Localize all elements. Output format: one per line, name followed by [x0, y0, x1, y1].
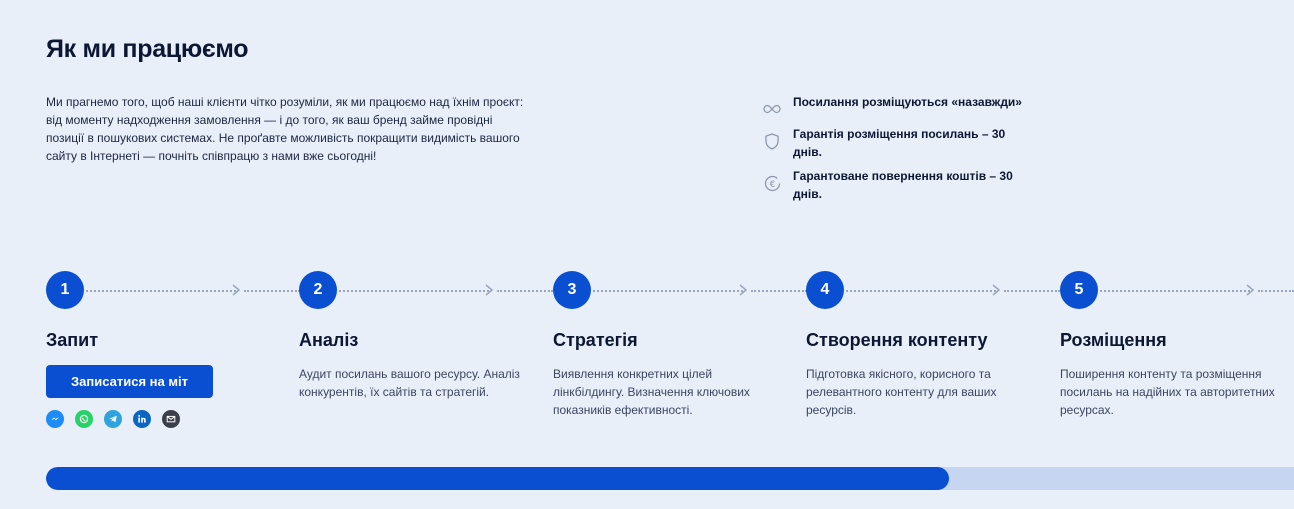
infinity-icon: [762, 99, 782, 119]
feature-item: [762, 93, 1022, 119]
whatsapp-icon[interactable]: [75, 410, 93, 428]
step-title: Розміщення: [1060, 330, 1167, 350]
dotted-connector: [593, 290, 743, 292]
step-description: Виявлення конкретних цілей лінкбілдингу. Визначення ключових показників ефективності.: [553, 367, 750, 417]
step-description: Поширення контенту та розміщення посилань на надійних та авторитетних ресурсах.: [1060, 367, 1275, 417]
dotted-connector: [86, 290, 236, 292]
dotted-connector: [339, 290, 489, 292]
social-links: [46, 410, 191, 428]
chevron-right-icon: [1244, 283, 1256, 297]
step-number: 5: [1060, 271, 1098, 309]
step-number: 4: [806, 271, 844, 309]
step-description: Аудит посилань вашого ресурсу. Аналіз конкурентів, їх сайтів та стратегій.: [299, 367, 520, 399]
step-description: Підготовка якісного, корисного та релевантного контенту для ваших ресурсів.: [806, 367, 997, 417]
dotted-connector: [1004, 290, 1060, 292]
feature-text: Гарантія розміщення посилань – 30 днів.: [793, 127, 1006, 159]
messenger-icon[interactable]: [46, 410, 64, 428]
step-title: Стратегія: [553, 330, 638, 350]
section-title: Як ми працюємо: [46, 35, 249, 63]
dotted-connector: [1100, 290, 1250, 292]
step-title: Запит: [46, 330, 99, 350]
chevron-right-icon: [483, 283, 495, 297]
progress-track[interactable]: [46, 467, 1294, 490]
feature-list: [762, 93, 1022, 209]
dotted-connector: [846, 290, 996, 292]
intro-text: Ми прагнемо того, щоб наші клієнти чітко розуміли, як ми працюємо над їхнім проєкт: від моменту надходження замовлення — і до того, як ваш бренд займе провідні позиції в пошукових системах. Не проґавте можливість покращити видимість вашого сайту в Інтернеті — почніть співпрацю з нами вже сьогодні!: [46, 95, 524, 163]
chevron-right-icon: [230, 283, 242, 297]
email-icon[interactable]: [162, 410, 180, 428]
shield-icon: [762, 131, 782, 151]
step-title: Аналіз: [299, 330, 359, 350]
chevron-right-icon: [990, 283, 1002, 297]
euro-refund-icon: [762, 173, 782, 193]
step-number: 3: [553, 271, 591, 309]
feature-text: Гарантоване повернення коштів – 30 днів.: [793, 169, 1013, 201]
telegram-icon[interactable]: [104, 410, 122, 428]
dotted-connector: [244, 290, 300, 292]
chevron-right-icon: [737, 283, 749, 297]
feature-item: [762, 125, 1022, 161]
feature-item: [762, 167, 1022, 203]
step-number: 1: [46, 271, 84, 309]
dotted-connector: [751, 290, 807, 292]
feature-text: Посилання розміщуються «назавжди»: [793, 95, 1022, 109]
progress-fill: [46, 467, 949, 490]
step-number: 2: [299, 271, 337, 309]
book-meeting-button[interactable]: Записатися на міт: [46, 365, 213, 398]
dotted-connector: [497, 290, 553, 292]
dotted-connector: [1258, 290, 1294, 292]
step-title: Створення контенту: [806, 330, 988, 350]
linkedin-icon[interactable]: [133, 410, 151, 428]
svg-text:€: €: [769, 179, 775, 190]
process-steps: [0, 271, 1294, 431]
